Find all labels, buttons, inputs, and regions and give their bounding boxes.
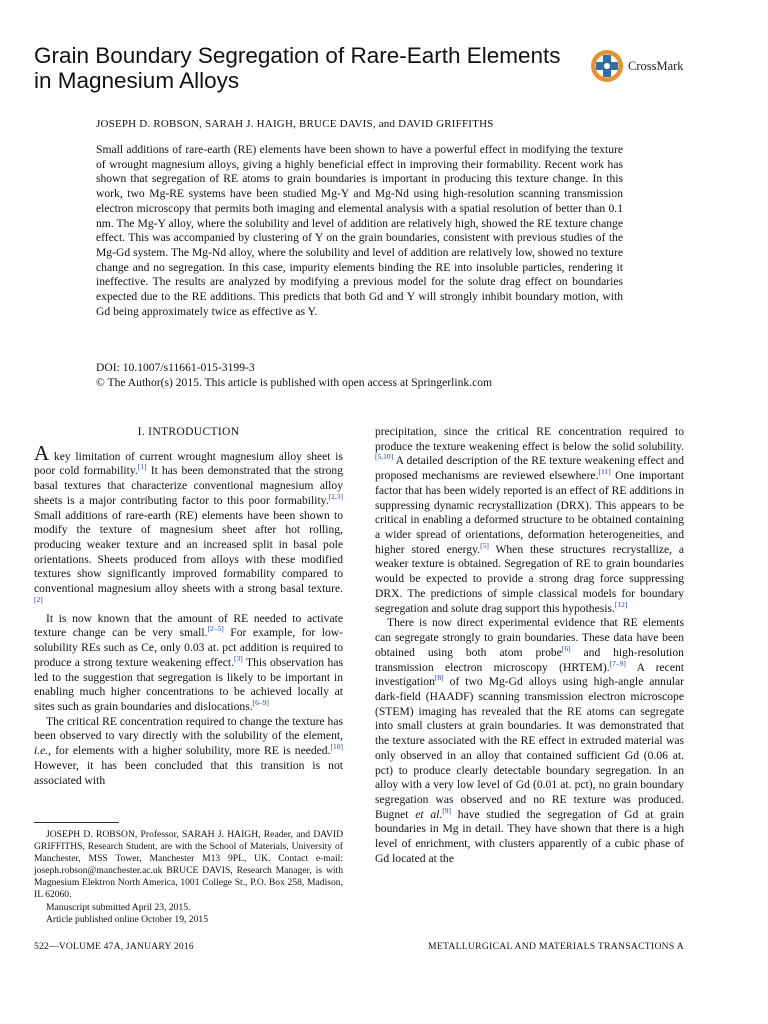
text: A recent investigation [375,660,684,689]
text: It has been demonstrated that the strong basal textures that characterize conventional magnesium alloy sheets is a major contributing factor to this poor formability. [34,464,343,507]
text: For example, for low-solubility REs such as Ce, only 0.03 at. pct addition is required to produce a strong texture weakening effect. [34,626,343,669]
text: , for elements with a higher solubility, more RE is needed. [48,744,331,758]
title-line-2: in Magnesium Alloys [34,68,240,93]
text: However, it has been concluded that this transition is not associated with [34,758,343,787]
citation-link[interactable]: [5,10] [375,452,394,462]
citation-link[interactable]: [9] [442,805,452,815]
drop-cap: A [34,440,50,465]
author-affiliations: JOSEPH D. ROBSON, Professor, SARAH J. HAIGH, Reader, and DAVID GRIFFITHS, Research Student, are with the School of Materials, University of Manchester, MSS Tower, Manchester M13 9PL, UK. Contact e-mail: joseph.robson@manchester.ac.uk BRUCE DAVIS, Research Manager, is with Magnesium Elektron North America, 1001 College St., P.O. Box 258, Madison, IL 62060. [34,829,343,901]
citation-link[interactable]: [2] [34,595,43,605]
paragraph-1 [34,440,343,612]
left-column [34,425,343,788]
footnote-divider [34,822,119,823]
right-column [375,425,684,867]
text: A detailed description of the RE texture weakening effect and proposed mechanisms are reviewed elsewhere. [375,454,684,483]
publication-date: Article published online October 19, 2015 [46,913,208,925]
footnote [34,829,343,926]
text: There is now direct experimental evidence that RE elements can segregate strongly to grain boundaries. These data have been obtained using both atom probe [375,616,684,659]
citation-link[interactable]: [1] [137,462,147,472]
citation-link[interactable]: [2–5] [207,624,224,634]
text: and high-resolution transmission electron microscopy (HRTEM). [375,645,684,674]
citation-link[interactable]: [12] [614,599,628,609]
crossmark-label: CrossMark [628,59,684,73]
license-notice: © The Author(s) 2015. This article is published with open access at Springerlink.com [96,375,493,389]
article-title [34,43,594,93]
paragraph-3 [34,715,343,789]
submission-date: Manuscript submitted April 23, 2015. [46,901,191,913]
text: key limitation of current wrought magnesium alloy sheet is poor cold formability. [34,449,343,478]
citation-link[interactable]: [5] [480,540,489,550]
page-footer-volume: 522—VOLUME 47A, JANUARY 2016 [34,941,194,952]
citation-link[interactable]: [8] [434,673,444,683]
page-footer-journal: METALLURGICAL AND MATERIALS TRANSACTIONS A [428,941,684,952]
citation-link[interactable]: [10] [330,742,343,752]
text: The critical RE concentration required to change the texture has been observed to vary directly with the solubility of the element, [34,714,343,743]
title-line-1: Grain Boundary Segregation of Rare-Earth Elements [34,43,561,68]
abstract: Small additions of rare-earth (RE) elements have been shown to have a powerful effect in modifying the texture of wrought magnesium alloys, giving a highly beneficial effect in improving their formability. Recent work has shown that segregation of RE atoms to grain boundaries is important in producing this texture change. In this work, two Mg-RE systems have been studied Mg-Y and Mg-Nd using high-resolution scanning transmission electron microscopy that permits both imaging and elemental analysis with a spatial resolution of better than 0.1 nm. The Mg-Y alloy, where the solubility and level of addition are relatively high, showed the RE texture change effect. This was accompanied by clustering of Y on the grain boundaries, consistent with previous studies of the Mg-Gd system. The Mg-Nd alloy, where the solubility and level of addition are relatively low, showed no texture change and no segregation. In this case, impurity elements binding the RE into insoluble particles, rendering it ineffective. The results are analyzed by modifying a previous model for the solute drag effect on boundaries expected due to the RE additions. This predicts that both Gd and Y will strongly inhibit boundary motion, with Gd being approximately twice as effective as Y. [96,143,623,318]
text: This observation has led to the suggestion that segregation is likely to be important in enabling much higher concentrations to be achieved locally at sites such as grain boundaries and dislocations. [34,655,343,713]
crossmark-icon [590,47,624,85]
doi-link[interactable]: DOI: 10.1007/s11661-015-3199-3 [96,361,255,374]
paragraph-4 [375,425,684,616]
citation-link[interactable]: [11] [598,467,611,477]
citation-link[interactable]: [6–9] [252,698,269,708]
citation-link[interactable]: [6] [561,643,571,653]
text: Small additions of rare-earth (RE) elements have been shown to modify the texture of magnesium sheet after hot rolling, producing weaker texture and an increased split in basal pole orientations. Sheets produced from alloys with these modified textures show significantly improved formability compared to conventional magnesium alloy sheets with a strong basal texture. [34,508,343,596]
text-italic: i.e. [34,744,49,758]
author-list: JOSEPH D. ROBSON, SARAH J. HAIGH, BRUCE DAVIS, and DAVID GRIFFITHS [96,118,494,130]
text-italic: et al. [415,807,443,821]
text: have studied the segregation of Gd at grain boundaries in Mg in detail. They have shown that there is a high level of enrichment, with clusters apparently of a cubic phase of Gd located at the [375,807,685,865]
section-heading: I. INTRODUCTION [137,425,240,438]
text: One important factor that has been widely reported is an effect of RE additions in suppressing dynamic recrystallization (DRX). This appears to be critical in enabling a deformed structure to be obtained containing a wider spread of orientations, deformation heterogeneities, and higher stored energy. [375,469,684,556]
text: It is now known that the amount of RE needed to activate texture change can be very small. [34,611,343,640]
paragraph-5 [375,616,684,866]
citation-link[interactable]: [3] [234,653,243,663]
doi-block [96,361,492,390]
citation-link[interactable]: [7–9] [609,658,626,668]
paragraph-2 [34,612,343,715]
crossmark-badge[interactable] [590,47,700,87]
citation-link[interactable]: [2,3] [328,492,343,502]
text: precipitation, since the critical RE concentration required to produce the texture weakening effect is below the solid solubility. [375,425,684,453]
text: of two Mg-Gd alloys using high-angle annular dark-field (HAADF) scanning transmission electron microscope (STEM) imaging has revealed that the RE atoms can segregate into small clusters at grain boundaries. It was demonstrated that the texture associated with the RE effect in extruded material was only observed in an alloy that contained sufficient Gd (0.06 at. pct) to produce clearly detectable boundary segregation. In an alloy with a very low level of Gd (0.01 at. pct), no grain boundary segregation was observed and no RE texture was produced. Bugnet [375,675,684,821]
text: When these structures recrystallize, a weaker texture is obtained. Segregation of RE to grain boundaries would be expected to provide a strong drag force suppressing DRX. The predictions of simple classical models for boundary segregation and solute drag support this hypothesis. [375,542,684,615]
